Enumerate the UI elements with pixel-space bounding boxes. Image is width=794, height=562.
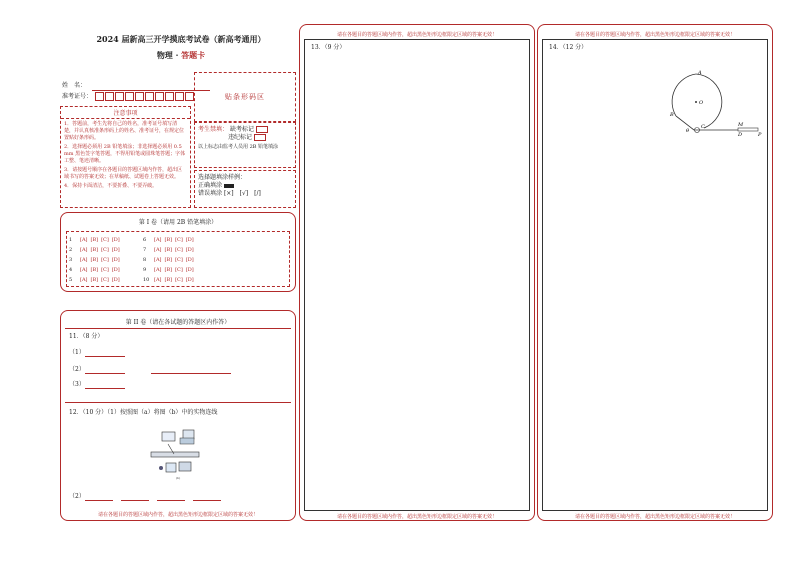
question-row [143,257,197,263]
q11-part3-label: （3） [69,381,85,388]
question-row [143,267,197,273]
answer-option[interactable]: [C] [175,257,183,263]
answer-option[interactable]: [D] [185,277,194,283]
q11-part1-label: （1） [69,349,85,356]
answer-option[interactable]: [A] [154,247,162,253]
track-diagram [668,66,768,146]
question-number: 1 [69,237,73,243]
question-number: 5 [69,277,73,283]
answer-option[interactable]: [C] [175,267,183,273]
q14-answer-area[interactable] [542,39,768,511]
q12-part2-blank2[interactable] [121,500,149,501]
point-b: B [670,112,674,118]
card-label: 答题卡 [181,50,206,60]
answer-option[interactable]: [A] [80,247,88,253]
subject-title [62,50,300,61]
answer-option[interactable]: [B] [90,237,99,243]
answer-option[interactable]: [A] [154,277,162,283]
q11-part2-blank2[interactable] [151,373,231,374]
answer-option[interactable]: [C] [101,277,109,283]
point-o: O [699,100,704,106]
answer-option[interactable]: [A] [154,257,162,263]
answer-option[interactable]: [B] [90,277,99,283]
question-row [143,237,197,243]
answer-option[interactable]: [C] [175,277,183,283]
answer-option[interactable]: [D] [111,257,120,263]
answer-option[interactable]: [D] [185,247,194,253]
q13-section [299,24,535,521]
id-label: 准考证号： [62,93,93,100]
col2-top-notice: 请在各题目的答题区域内作答，超出黑色矩形边框限定区域的答案无效！ [336,32,497,38]
answer-option[interactable]: [C] [175,247,183,253]
part2-section [60,310,296,521]
col1-bottom-notice: 请在各题目的答题区域内作答，超出黑色矩形边框限定区域的答案无效！ [97,512,258,518]
answer-option[interactable]: [C] [101,247,109,253]
point-m: M [738,122,744,128]
exam-title: 2024 届新高三开学摸底考试卷（新高考通用） [96,34,266,44]
answer-option[interactable]: [D] [111,237,120,243]
q12-part2-blank1[interactable] [85,500,113,501]
answer-option[interactable]: [B] [90,247,99,253]
q11-label: 11．（8 分） [69,333,104,340]
answer-option[interactable]: [C] [175,237,183,243]
answer-option[interactable]: [B] [164,257,173,263]
answer-option[interactable]: [A] [154,267,162,273]
answer-option[interactable]: [D] [185,237,194,243]
answer-option[interactable]: [C] [101,237,109,243]
answer-option[interactable]: [A] [80,277,88,283]
answer-option[interactable]: [B] [90,257,99,263]
answer-option[interactable]: [D] [185,267,194,273]
q13-answer-area[interactable] [304,39,530,511]
point-p: P [758,132,762,138]
fill-example-box [194,170,296,208]
note-item: 2．选择题必须用 2B 铅笔填涂；非选择题必须用 0.5 mm 黑色签字笔答题，不得用铅笔或圆珠笔答题；字体工整、笔迹清晰。 [64,144,186,164]
absent-label: 缺考标记 [229,126,254,133]
answer-option[interactable]: [B] [164,237,173,243]
fill-example-title: 选择题填涂样例： [198,174,247,181]
q13-label: 13．（9 分） [311,44,346,51]
note-item: 4．保持卡面清洁，不要折叠、不要弄破。 [64,183,158,189]
circuit-diagram [146,426,206,481]
question-number: 4 [69,267,73,273]
question-number: 3 [69,257,73,263]
barcode-label: 贴条形码区 [225,93,265,101]
wrong-fill-marks: [×] [√] [/] [223,190,261,197]
question-number: 9 [143,267,147,273]
q12-label: 12．（10 分）（1）按照图（a）将图（b）中的实物连线 [69,409,218,416]
answer-option[interactable]: [A] [154,237,162,243]
name-field[interactable] [92,89,210,91]
question-row [143,277,197,283]
name-label: 姓 名： [62,82,87,89]
answer-option[interactable]: [A] [80,267,88,273]
q12-part2-blank3[interactable] [157,500,185,501]
answer-option[interactable]: [D] [111,247,120,253]
note-item: 3．请按题号顺序在各题目的答题区域内作答，超出区域书写的答案无效；在草稿纸、试题卷上答题无效。 [64,167,183,180]
question-number: 10 [143,277,150,283]
q11-part3-blank[interactable] [85,388,125,389]
violation-checkbox[interactable] [254,134,266,141]
q11-part2-label: （2） [69,366,85,373]
status-note: 以上标志由监考人员用 2B 铅笔填涂 [198,144,279,150]
q14-section [537,24,773,521]
status-label: 考生禁填： [198,126,229,133]
answer-option[interactable]: [A] [80,257,88,263]
subject-label: 物理 [156,50,173,60]
answer-option[interactable]: [B] [164,247,173,253]
question-row [69,237,123,243]
question-number: 6 [143,237,147,243]
exam-status-box [194,122,296,168]
angle-theta: θ [686,128,690,134]
question-row [69,257,123,263]
absent-checkbox[interactable] [256,126,268,133]
subject-separator: · [172,50,182,60]
question-row [69,267,123,273]
notes-box [60,106,191,208]
q11-part1-blank[interactable] [85,356,125,357]
answer-option[interactable]: [C] [101,257,109,263]
question-row [143,247,197,253]
question-row [69,247,123,253]
question-number: 8 [143,257,147,263]
note-item: 1．答题前，考生先将自己的姓名，准考证号填写清楚，并认真核准条形码上的姓名、准考证号，在规定位置贴好条形码。 [64,121,185,141]
rheostat-icon [151,452,199,457]
point-c: C [701,124,705,130]
answer-option[interactable]: [A] [80,237,88,243]
part1-title: 第 I 卷（请用 2B 铅笔填涂） [138,219,218,226]
ammeter-icon [162,432,175,441]
col3-top-notice: 请在各题目的答题区域内作答，超出黑色矩形边框限定区域的答案无效！ [574,32,735,38]
part2-title: 第 II 卷（请在各试题的答题区内作答） [125,319,231,326]
q14-label: 14．（12 分） [549,44,588,51]
violation-label: 违纪标记 [228,134,253,141]
wrong-fill-label: 错误填涂 [198,190,223,197]
point-a: A [698,70,702,76]
question-number: 7 [143,247,147,253]
svg-text:(b): (b) [176,476,181,480]
col3-bottom-notice: 请在各题目的答题区域内作答，超出黑色矩形边框限定区域的答案无效！ [574,514,735,520]
question-number: 2 [69,247,73,253]
answer-option[interactable]: [B] [164,267,173,273]
answer-option[interactable]: [D] [111,277,120,283]
correct-fill-mark [224,184,234,188]
q12-part2-label: （2） [69,493,85,500]
question-row [69,277,123,283]
point-d: D [738,132,743,138]
answer-option[interactable]: [D] [185,257,194,263]
correct-fill-label: 正确填涂 [198,182,223,189]
answer-option[interactable]: [C] [101,267,109,273]
col2-bottom-notice: 请在各题目的答题区域内作答，超出黑色矩形边框限定区域的答案无效！ [336,514,497,520]
notes-title: 注意事项 [61,107,190,119]
id-cells[interactable] [95,92,195,101]
barcode-area [194,72,296,122]
answer-option[interactable]: [D] [111,267,120,273]
answer-option[interactable]: [B] [90,267,99,273]
q11-part2-blank1[interactable] [85,373,125,374]
answer-option[interactable]: [B] [164,277,173,283]
q12-part2-blank4[interactable] [193,500,221,501]
part1-section [60,212,296,292]
